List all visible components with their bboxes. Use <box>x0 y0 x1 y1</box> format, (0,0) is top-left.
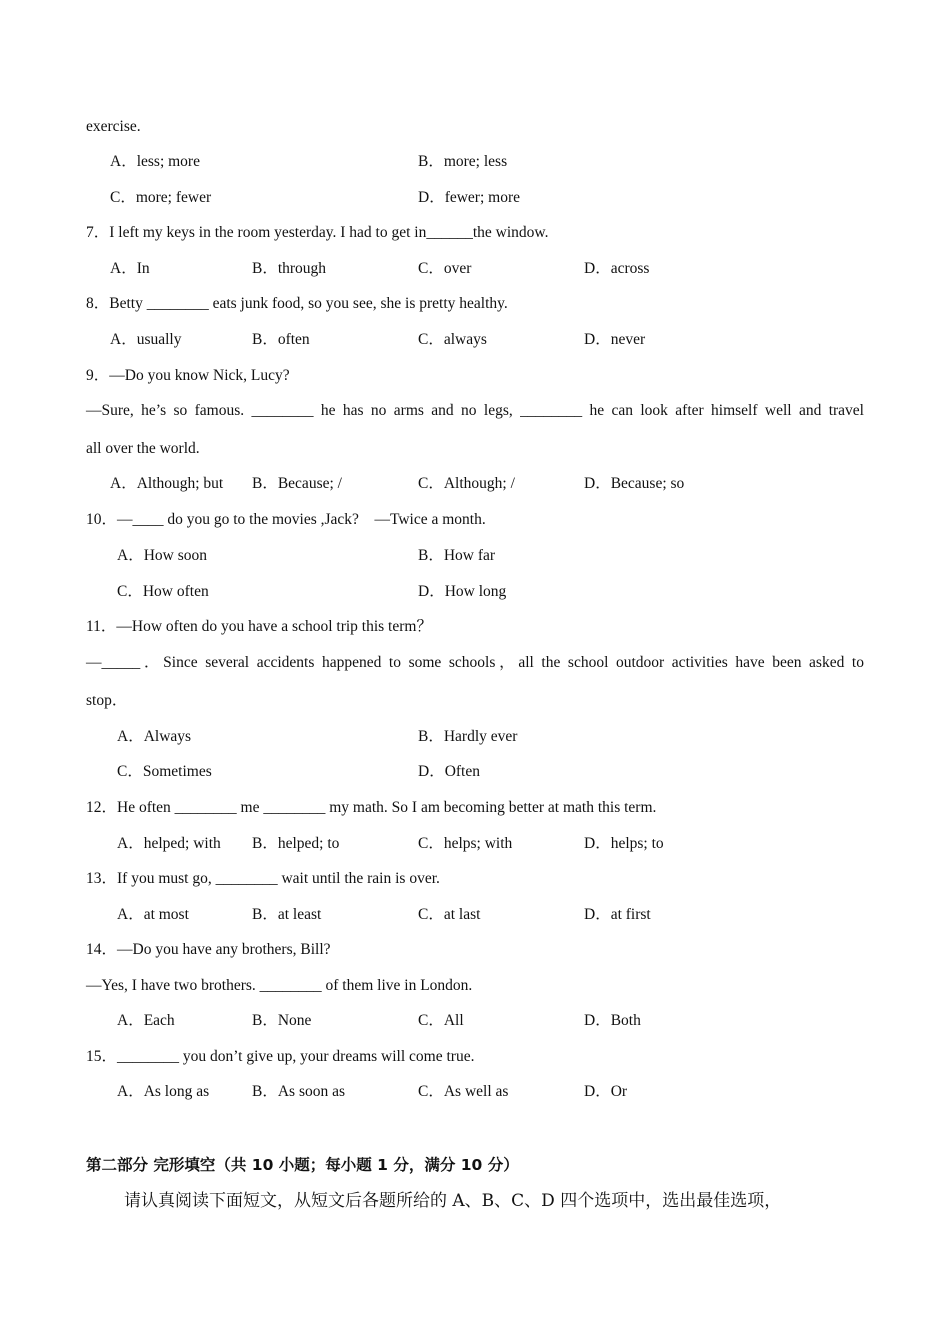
q15-option-b[interactable]: B．As soon as <box>252 1083 346 1100</box>
q9-dialogue-line: —Sure, he’s so famous. ________ he has no arms and no legs, ________ he can look after himself well and travel <box>86 402 864 419</box>
q10-option-d[interactable]: D．How long <box>418 583 507 600</box>
q8-option-d[interactable]: D．never <box>584 331 646 348</box>
q6-option-c[interactable]: C．more; fewer <box>110 189 212 206</box>
q13-option-a[interactable]: A．at most <box>117 906 189 923</box>
section-instructions: 请认真阅读下面短文，从短文后各题所给的 A、B、C、D 四个选项中，选出最佳选项， <box>124 1191 782 1211</box>
q15-stem: 15．________ you don’t give up, your dreams will come true. <box>86 1048 475 1065</box>
q7-option-a[interactable]: A．In <box>110 260 150 277</box>
q15-option-a[interactable]: A．As long as <box>117 1083 210 1100</box>
q10-option-c[interactable]: C．How often <box>117 583 209 600</box>
q9-option-c[interactable]: C．Although; / <box>418 475 515 492</box>
question-tail-text: exercise. <box>86 118 141 135</box>
q8-option-c[interactable]: C．always <box>418 331 487 348</box>
q9-option-d[interactable]: D．Because; so <box>584 475 685 492</box>
q6-option-b[interactable]: B．more; less <box>418 153 508 170</box>
q6-option-a[interactable]: A．less; more <box>110 153 200 170</box>
q10-stem: 10．—____ do you go to the movies ,Jack? —Twice a month. <box>86 511 486 528</box>
section-heading: 第二部分 完形填空（共 10 小题；每小题 1 分，满分 10 分） <box>86 1156 519 1174</box>
q11-option-b[interactable]: B．Hardly ever <box>418 728 518 745</box>
q14-option-b[interactable]: B．None <box>252 1012 312 1029</box>
q13-option-d[interactable]: D．at first <box>584 906 651 923</box>
q9-stem: 9．—Do you know Nick, Lucy? <box>86 367 290 384</box>
q11-dialogue-continued: stop． <box>86 692 128 709</box>
q12-option-d[interactable]: D．helps; to <box>584 835 664 852</box>
q11-dialogue-line: —_____．Since several accidents happened to some schools，all the school outdoor activities have been asked to <box>86 654 864 671</box>
q13-stem: 13．If you must go, ________ wait until the rain is over. <box>86 870 440 887</box>
q9-option-b[interactable]: B．Because; / <box>252 475 342 492</box>
q14-option-d[interactable]: D．Both <box>584 1012 641 1029</box>
q12-option-c[interactable]: C．helps; with <box>418 835 513 852</box>
q8-option-a[interactable]: A．usually <box>110 331 182 348</box>
q11-option-a[interactable]: A．Always <box>117 728 192 745</box>
q10-option-b[interactable]: B．How far <box>418 547 496 564</box>
q8-stem: 8．Betty ________ eats junk food, so you see, she is pretty healthy. <box>86 295 508 312</box>
q11-option-c[interactable]: C．Sometimes <box>117 763 212 780</box>
q15-option-c[interactable]: C．As well as <box>418 1083 509 1100</box>
q7-stem: 7．I left my keys in the room yesterday. I had to get in______the window. <box>86 224 549 241</box>
q15-option-d[interactable]: D．Or <box>584 1083 628 1100</box>
q8-option-b[interactable]: B．often <box>252 331 310 348</box>
q14-dialogue-line: —Yes, I have two brothers. ________ of them live in London. <box>86 977 473 994</box>
q7-option-b[interactable]: B．through <box>252 260 327 277</box>
q11-stem: 11．—How often do you have a school trip this term？ <box>86 618 432 635</box>
q10-option-a[interactable]: A．How soon <box>117 547 207 564</box>
q13-option-c[interactable]: C．at last <box>418 906 481 923</box>
q7-option-c[interactable]: C．over <box>418 260 472 277</box>
q13-option-b[interactable]: B．at least <box>252 906 322 923</box>
q7-option-d[interactable]: D．across <box>584 260 650 277</box>
q14-option-c[interactable]: C．All <box>418 1012 464 1029</box>
q9-option-a[interactable]: A．Although; but <box>110 475 224 492</box>
q12-option-a[interactable]: A．helped; with <box>117 835 221 852</box>
q12-stem: 12．He often ________ me ________ my math. So I am becoming better at math this term. <box>86 799 657 816</box>
q14-option-a[interactable]: A．Each <box>117 1012 175 1029</box>
q6-option-d[interactable]: D．fewer; more <box>418 189 520 206</box>
q9-dialogue-continued: all over the world. <box>86 440 200 457</box>
q14-stem: 14．—Do you have any brothers, Bill? <box>86 941 331 958</box>
q11-option-d[interactable]: D．Often <box>418 763 480 780</box>
q12-option-b[interactable]: B．helped; to <box>252 835 340 852</box>
